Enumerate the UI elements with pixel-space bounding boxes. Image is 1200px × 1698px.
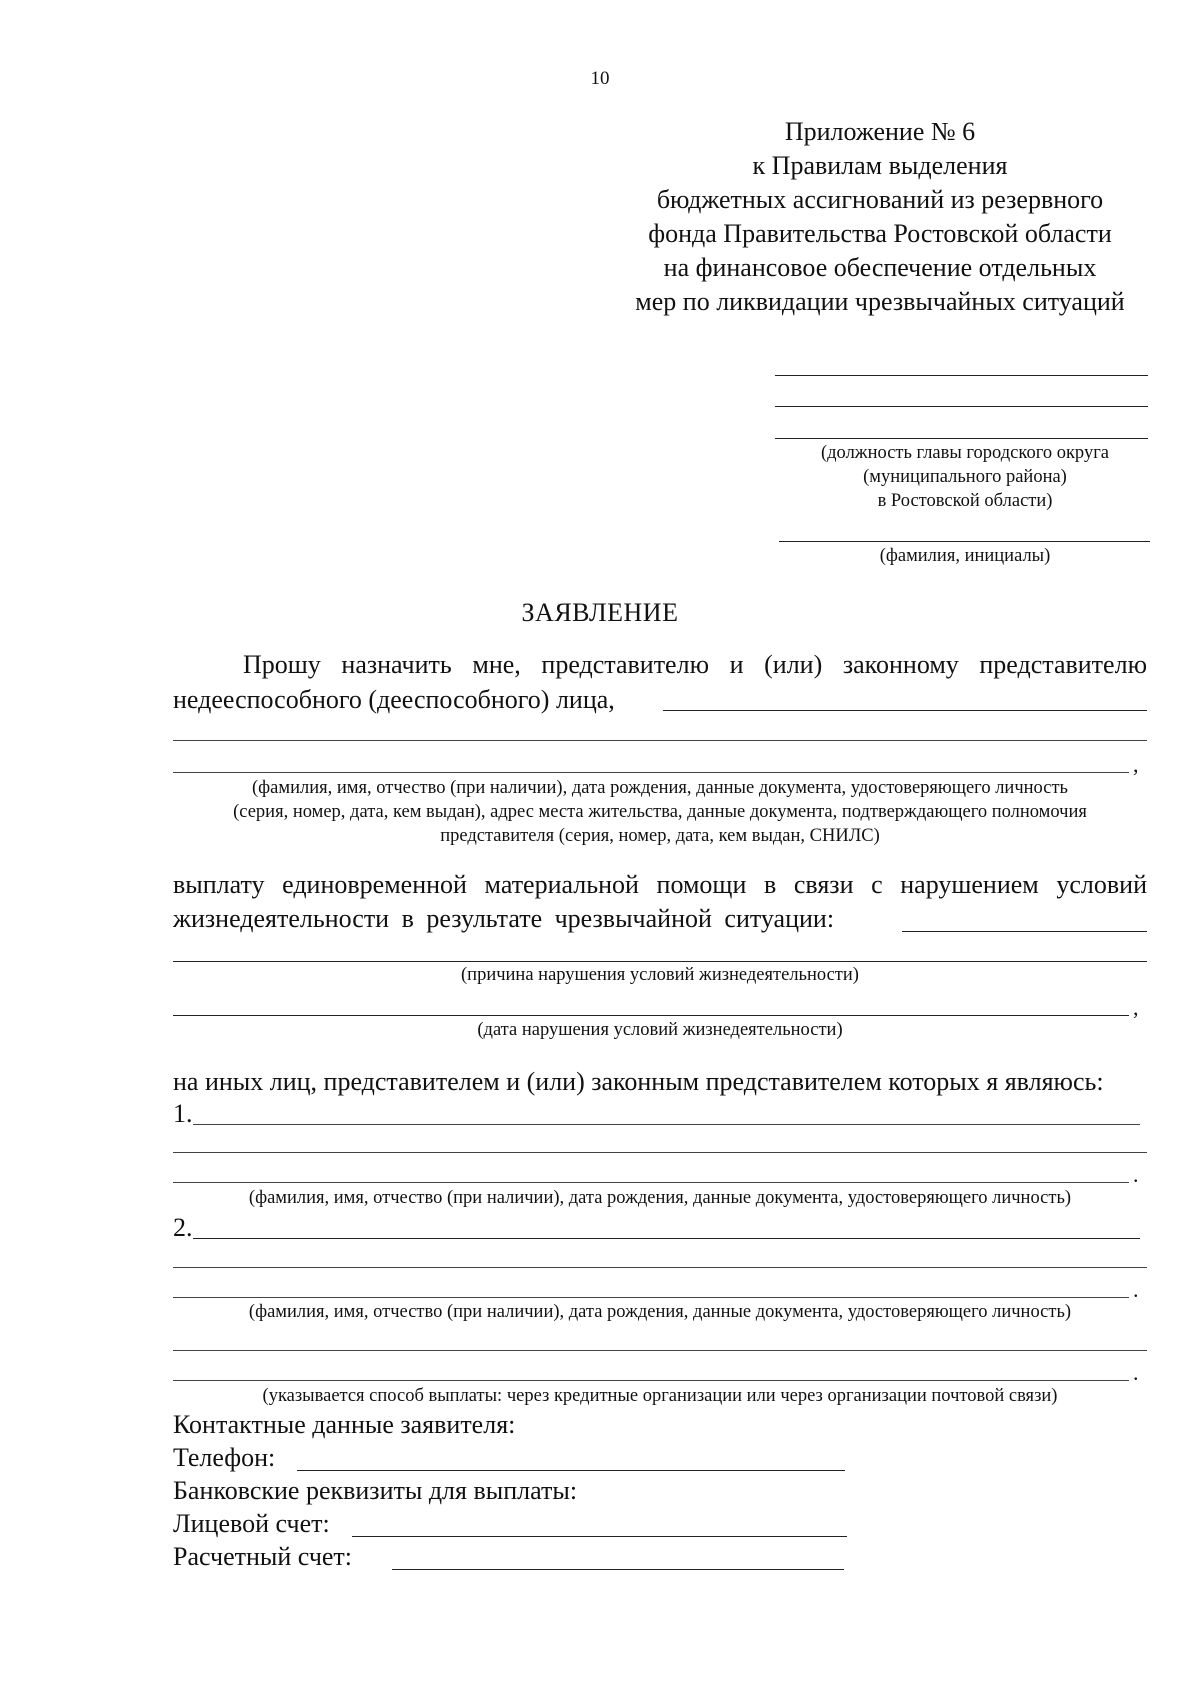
document-title: ЗАЯВЛЕНИЕ [521, 598, 679, 627]
settlement-account-label: Расчетный счет: [173, 1542, 353, 1571]
reason-caption: (причина нарушения условий жизнедеятельности) [461, 965, 859, 985]
phone-field[interactable] [297, 1470, 845, 1471]
item-1-number: 1. [173, 1099, 193, 1128]
person-1-field[interactable] [193, 1124, 1140, 1125]
payment-method-caption: (указывается способ выплаты: через кредитные организации или через организации почтовой связи) [262, 1386, 1058, 1406]
phone-label: Телефон: [173, 1443, 276, 1472]
request-line-2: недееспособного (дееспособного) лица, [173, 685, 615, 714]
appendix-line: мер по ликвидации чрезвычайных ситуаций [635, 287, 1125, 316]
date-comma: , [1133, 995, 1139, 1020]
representative-details-field[interactable] [173, 772, 1129, 773]
request-line-1: Прошу назначить мне, представителю и (или) законному представителю [243, 650, 1147, 679]
appendix-line: Приложение № 6 [784, 117, 976, 146]
settlement-account-field[interactable] [392, 1569, 844, 1570]
person-2-field[interactable] [193, 1238, 1140, 1239]
page-number: 10 [590, 68, 610, 89]
emergency-field[interactable] [902, 931, 1147, 932]
payment-method-field[interactable] [173, 1350, 1147, 1351]
person-2-field[interactable] [173, 1267, 1147, 1268]
others-heading: на иных лиц, представителем и (или) законным представителем которых я являюсь: [173, 1067, 1104, 1096]
person-2-period: . [1133, 1277, 1139, 1302]
person-1-period: . [1133, 1162, 1139, 1187]
addressee-position-field[interactable] [775, 406, 1148, 407]
appendix-line: на финансовое обеспечение отдельных [663, 253, 1097, 282]
appendix-line: к Правилам выделения [752, 151, 1008, 180]
addressee-position-caption: (должность главы городского округа (муниципального района) в Ростовской области) [820, 443, 1109, 511]
contacts-heading: Контактные данные заявителя: [173, 1410, 516, 1439]
item-2-number: 2. [173, 1213, 193, 1242]
bank-heading: Банковские реквизиты для выплаты: [173, 1476, 578, 1505]
person-1-field[interactable] [173, 1182, 1129, 1183]
payment-method-field[interactable] [173, 1380, 1129, 1381]
addressee-position-field[interactable] [775, 438, 1148, 439]
request-comma: , [1133, 752, 1139, 777]
addressee-name-caption: (фамилия, инициалы) [879, 546, 1051, 566]
addressee-position-field[interactable] [775, 375, 1148, 376]
person-1-field[interactable] [173, 1152, 1147, 1153]
representative-name-field[interactable] [663, 710, 1147, 711]
payment-line-2: жизнедеятельности в результате чрезвычайной ситуации: [173, 904, 835, 933]
person-2-field[interactable] [173, 1297, 1129, 1298]
appendix-line: фонда Правительства Ростовской области [648, 219, 1112, 248]
appendix-line: бюджетных ассигнований из резервного [656, 185, 1104, 214]
payment-method-period: . [1133, 1360, 1139, 1385]
personal-account-label: Лицевой счет: [173, 1509, 330, 1538]
person-2-caption: (фамилия, имя, отчество (при наличии), дата рождения, данные документа, удостоверяющего личность) [248, 1302, 1072, 1322]
representative-details-field[interactable] [173, 740, 1147, 741]
appendix-header [580, 115, 1180, 319]
date-caption: (дата нарушения условий жизнедеятельности) [477, 1020, 843, 1040]
date-field[interactable] [173, 1015, 1129, 1016]
payment-line-1: выплату единовременной материальной помощи в связи с нарушением условий [173, 870, 1147, 899]
reason-field[interactable] [173, 961, 1147, 962]
person-1-caption: (фамилия, имя, отчество (при наличии), дата рождения, данные документа, удостоверяющего личность) [248, 1188, 1072, 1208]
personal-account-field[interactable] [352, 1536, 847, 1537]
representative-caption: (фамилия, имя, отчество (при наличии), дата рождения, данные документа, удостоверяющего личность (серия, номер, дата, кем выдан), адрес места жительства, данные документа, подтверждающего полномочия представителя (серия, номер, дата, кем выдан, СНИЛС) [233, 778, 1087, 846]
addressee-name-field[interactable] [779, 541, 1150, 542]
